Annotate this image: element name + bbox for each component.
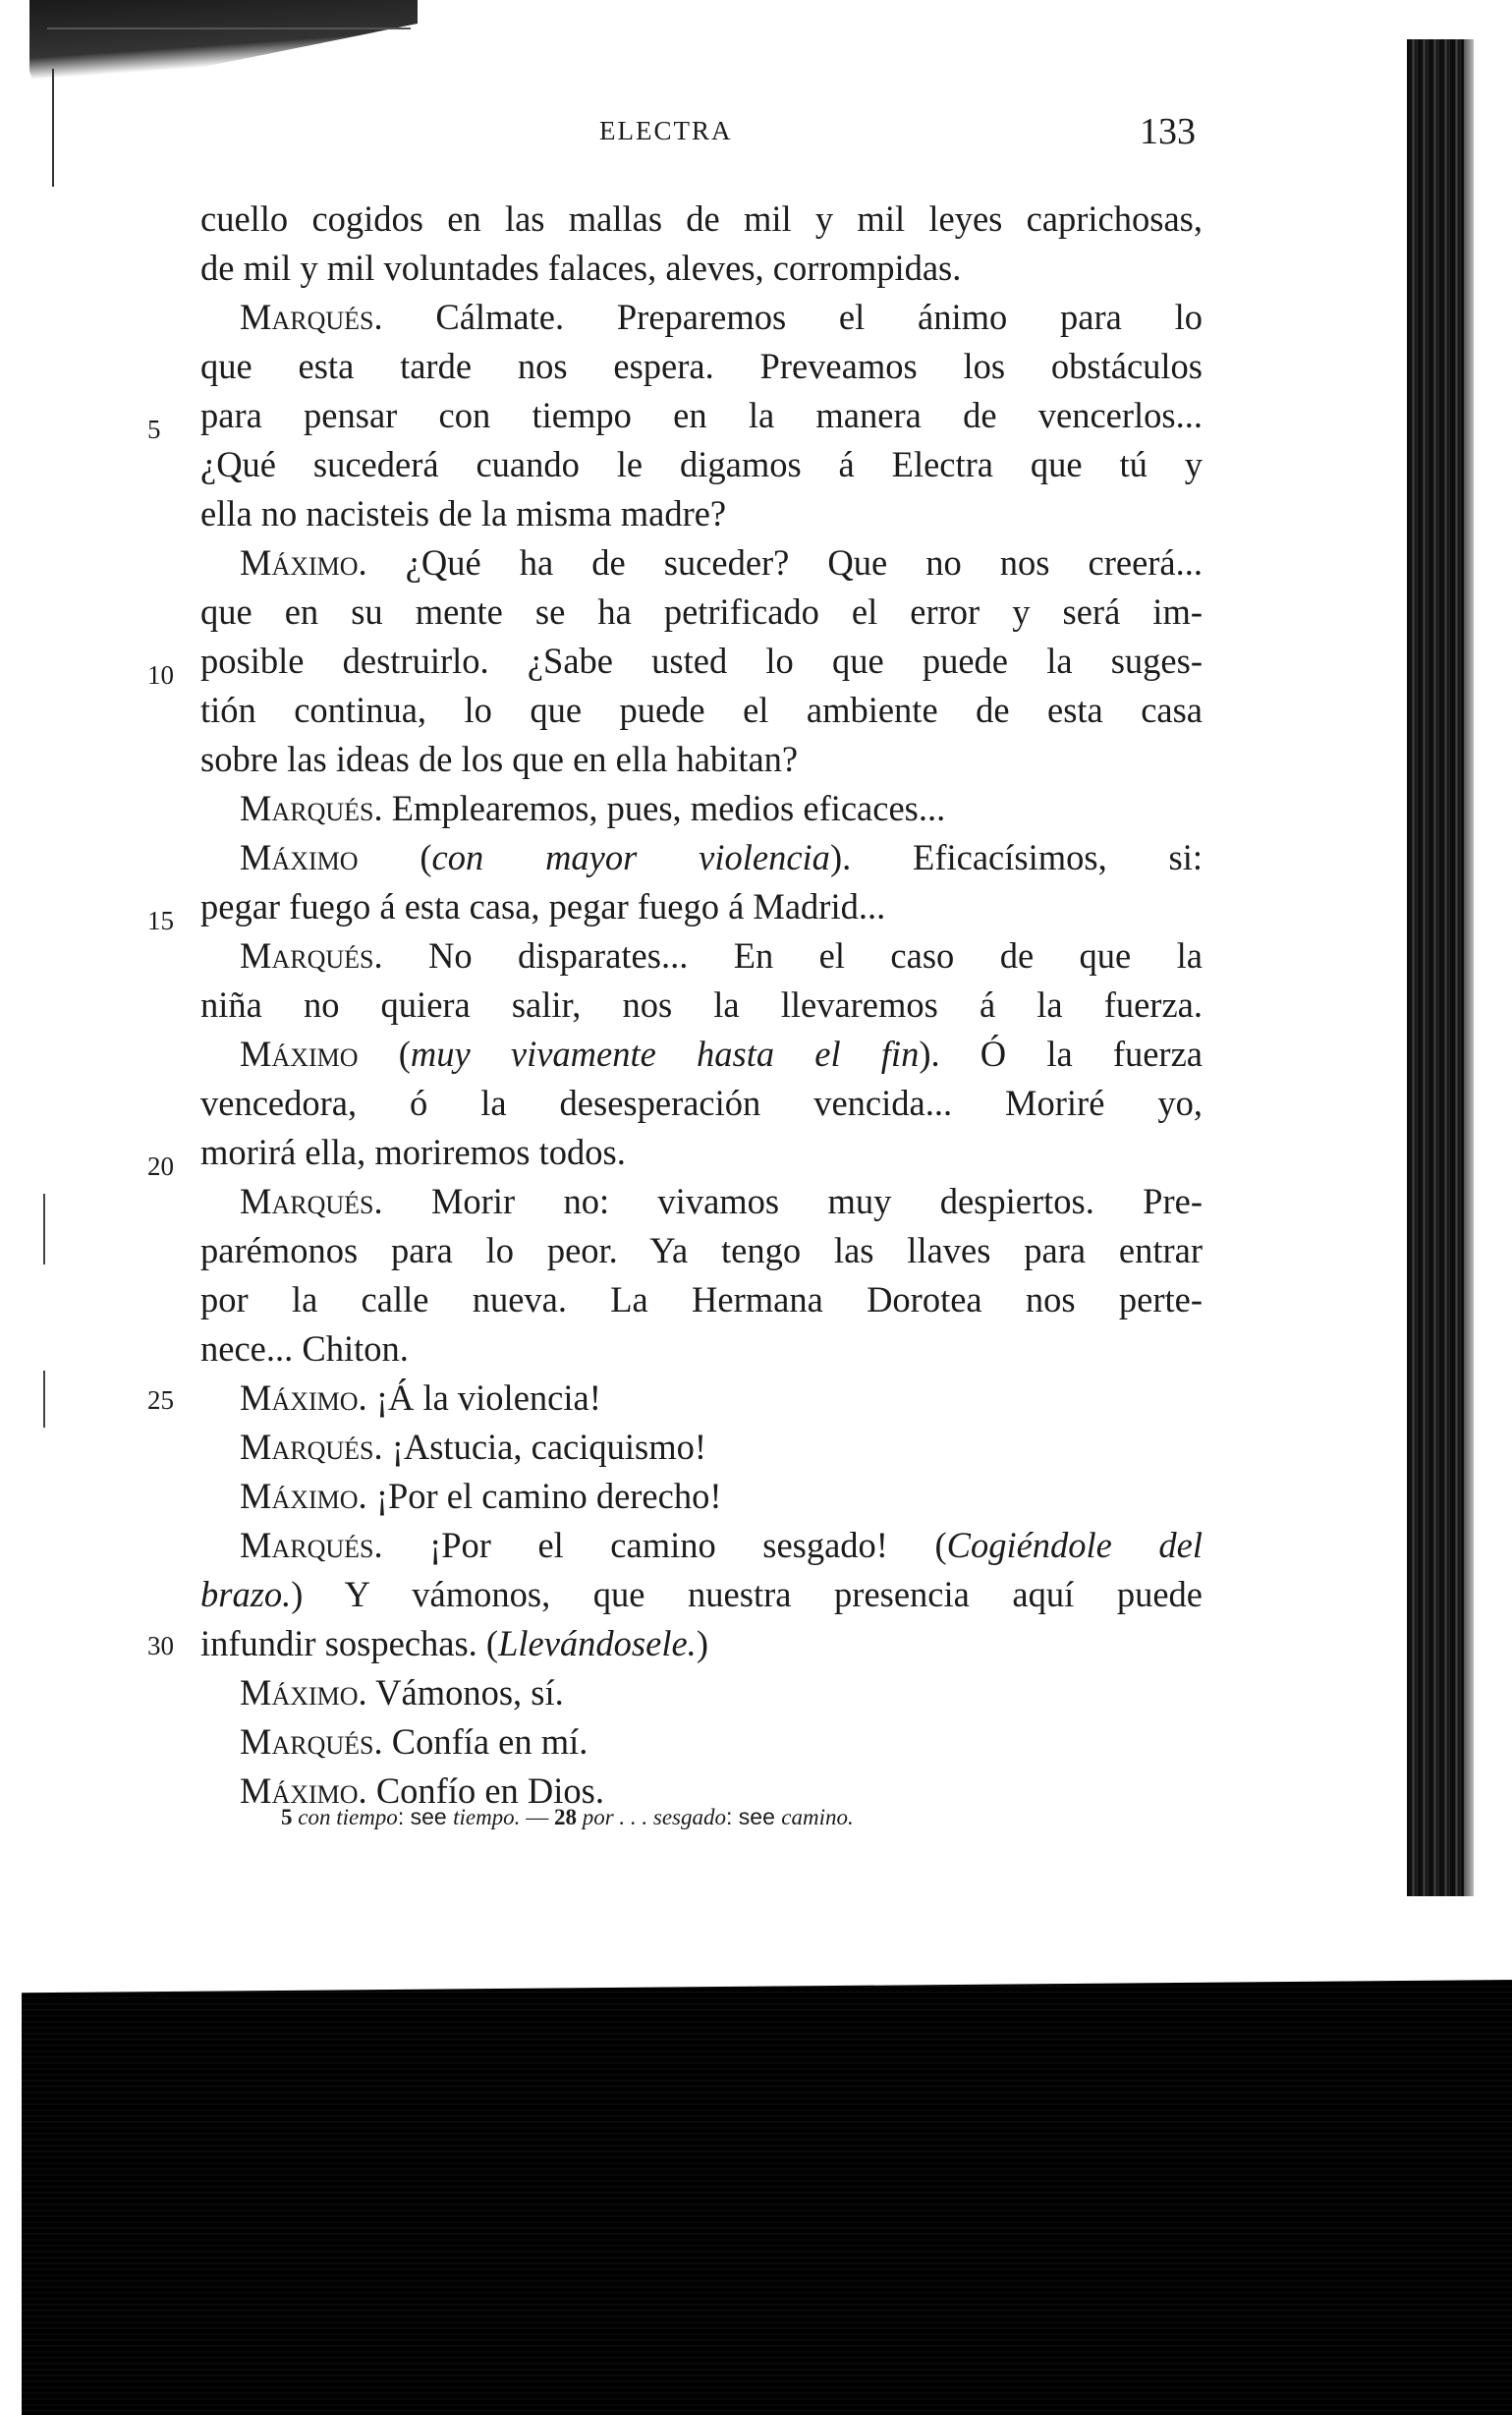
footnote-see: : see: [726, 1804, 782, 1829]
speaker-marques: Marqués.: [240, 1427, 383, 1467]
speaker-maximo: Máximo.: [240, 1377, 367, 1418]
speech-text: Vámonos, sí.: [366, 1672, 564, 1713]
speaker-marques: Marqués.: [240, 935, 383, 976]
text-line: para pensar con tiempo en la manera de vencerlos...: [200, 395, 1203, 435]
text-line: morirá ella, moriremos todos.: [200, 1132, 626, 1172]
stage-direction: muy vivamente hasta el fin: [410, 1034, 920, 1074]
text-line: [240, 293, 1203, 342]
footnote-ref: camino.: [781, 1805, 854, 1829]
line-number: 25: [147, 1385, 174, 1415]
stage-direction: Cogiéndole del: [946, 1525, 1203, 1565]
page-number: 133: [1140, 111, 1196, 152]
text-line: [240, 931, 1203, 981]
text-line: [240, 1717, 1203, 1767]
speech-text: ¡Por el camino sesgado! (: [382, 1525, 947, 1565]
speaker-marques: Marqués.: [240, 1721, 383, 1762]
text-line: que en su mente se ha petrificado el error y será im-: [200, 591, 1203, 632]
text-line: vencedora, ó la desesperación vencida... Moriré yo,: [200, 1083, 1203, 1123]
text-line: de mil y mil voluntades falaces, aleves, corrompidas.: [200, 248, 962, 288]
speech-text: Emplearemos, pues, medios eficaces...: [382, 788, 946, 828]
scan-shadow-top: [29, 0, 418, 118]
text-line: [240, 784, 1203, 833]
running-title: ELECTRA: [599, 116, 733, 145]
speech-text: No disparates... En el caso de que la: [382, 935, 1203, 976]
speech-text: Cálmate. Preparemos el ánimo para lo: [382, 297, 1203, 337]
text-line: [240, 1668, 1203, 1717]
margin-mark: [43, 1194, 45, 1264]
text-line: [240, 1521, 1203, 1570]
speaker-marques: Marqués.: [240, 297, 383, 337]
text-line: tión continua, lo que puede el ambiente de esta casa: [200, 690, 1203, 730]
text-line: [200, 1570, 1203, 1619]
footnote-separator: —: [520, 1805, 554, 1829]
text-line: [240, 1423, 1203, 1472]
text-line: [240, 1177, 1203, 1226]
speaker-marques: Marqués.: [240, 788, 383, 828]
stage-direction: con mayor violencia: [431, 837, 830, 877]
text-line: [240, 538, 1203, 588]
text-line: Máximo (muy vivamente hasta el fin). Ó la fuerza: [240, 1034, 1203, 1074]
speech-text: ¡Astucia, caciquismo!: [382, 1427, 707, 1467]
margin-mark: [43, 1371, 45, 1428]
speech-text: ¡Á la violencia!: [366, 1377, 601, 1418]
scan-binding-edge: [1407, 39, 1466, 1896]
footnote-see: : see: [397, 1804, 454, 1829]
text-line: pegar fuego á esta casa, pegar fuego á Madrid...: [200, 886, 886, 927]
speech-text: ): [696, 1623, 708, 1663]
text-line: [240, 1374, 1203, 1423]
text-line: niña no quiera salir, nos la llevaremos á la fuerza.: [200, 984, 1203, 1025]
text-line: ¿Qué sucederá cuando le digamos á Electra que tú y: [200, 444, 1203, 484]
text-line: cuello cogidos en las mallas de mil y mil leyes caprichosas,: [200, 198, 1203, 239]
speaker-maximo: Máximo: [240, 837, 359, 877]
text-line: ella no nacisteis de la misma madre?: [200, 493, 727, 534]
footnote-line-ref: 28: [553, 1805, 577, 1829]
text-line: nece... Chiton.: [200, 1328, 409, 1369]
text-line: por la calle nueva. La Hermana Dorotea nos perte-: [200, 1279, 1203, 1320]
speech-text: ¿Qué ha de suceder? Que no nos creerá...: [366, 542, 1203, 583]
speech-text: . Eficacísimos, si:: [842, 837, 1203, 877]
speech-text: Confío en Dios.: [366, 1770, 604, 1811]
speaker-maximo: Máximo.: [240, 542, 367, 583]
scan-shadow-bottom: [22, 1980, 1512, 2415]
line-number: 30: [147, 1631, 174, 1660]
line-number: 20: [147, 1151, 174, 1181]
stage-direction: Llevándosele.: [498, 1623, 697, 1663]
footnote-line-ref: 5: [281, 1805, 293, 1829]
speech-text: ) Y vámonos, que nuestra presencia aquí puede: [291, 1574, 1203, 1614]
speaker-marques: Marqués.: [240, 1525, 383, 1565]
line-number: 10: [147, 660, 174, 690]
speaker-maximo: Máximo.: [240, 1770, 367, 1811]
footnote-term: por . . . sesgado: [582, 1805, 726, 1829]
line-number: 15: [147, 906, 174, 935]
speaker-maximo: Máximo.: [240, 1476, 367, 1516]
scan-binding-shade: [1464, 39, 1474, 1896]
speaker-maximo: Máximo.: [240, 1672, 367, 1713]
scan-rule-top: [47, 28, 411, 29]
text-line: posible destruirlo. ¿Sabe usted lo que puede la suges-: [200, 641, 1203, 681]
text-line: [200, 1619, 1203, 1668]
footnote-term: con tiempo: [298, 1805, 398, 1829]
text-line: parémonos para lo peor. Ya tengo las llaves para entrar: [200, 1230, 1203, 1270]
speech-text: Morir no: vivamos muy despiertos. Pre-: [382, 1181, 1203, 1221]
speaker-maximo: Máximo: [240, 1034, 359, 1074]
speech-text: Confía en mí.: [382, 1721, 588, 1762]
footnote: [281, 1804, 854, 1830]
text-line: [240, 1472, 1203, 1521]
footnote-ref: tiempo.: [453, 1805, 521, 1829]
speech-text: ¡Por el camino derecho!: [366, 1476, 722, 1516]
scan-rule-left: [52, 69, 54, 187]
text-line: Máximo (con mayor violencia). Eficacísimos, si:: [240, 837, 1203, 877]
speech-text: . Ó la fuerza: [930, 1034, 1203, 1074]
speaker-marques: Marqués.: [240, 1181, 383, 1221]
speech-text: infundir sospechas. (: [200, 1623, 499, 1663]
line-number: 5: [147, 415, 161, 444]
stage-direction: brazo.: [200, 1574, 292, 1614]
text-line: que esta tarde nos espera. Preveamos los obstáculos: [200, 346, 1203, 386]
text-line: sobre las ideas de los que en ella habitan?: [200, 739, 799, 779]
